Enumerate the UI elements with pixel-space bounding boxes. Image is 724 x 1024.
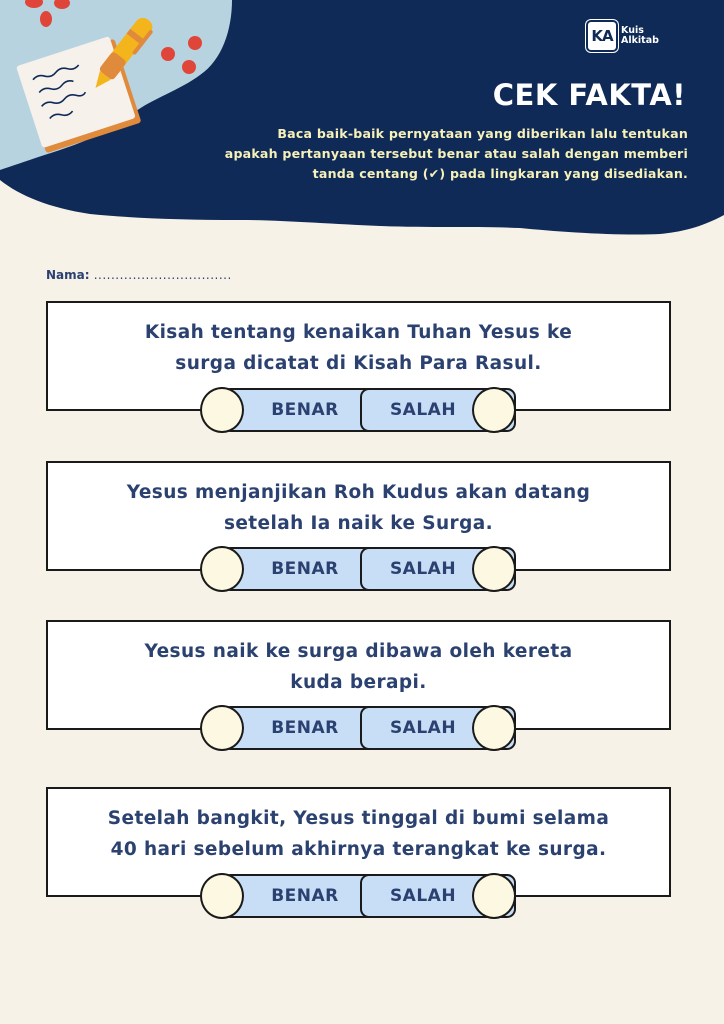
true-checkbox-circle[interactable]: [200, 387, 244, 433]
false-option[interactable]: SALAH: [360, 874, 516, 918]
false-checkbox-circle[interactable]: [472, 546, 516, 592]
instructions-line: tanda centang (✔) pada lingkaran yang disediakan.: [312, 166, 688, 181]
answer-choices-1: [200, 388, 518, 434]
answer-choices-4: [200, 874, 518, 920]
instructions-line: apakah pertanyaan tersebut benar atau salah dengan memberi: [224, 146, 688, 161]
question-line: setelah Ia naik ke Surga.: [223, 513, 494, 534]
true-checkbox-circle[interactable]: [200, 546, 244, 592]
false-option[interactable]: SALAH: [360, 706, 516, 750]
question-line: Yesus menjanjikan Roh Kudus akan datang: [126, 482, 591, 503]
instructions: [168, 124, 688, 184]
logo-text-line2: Alkitab: [621, 35, 659, 46]
true-option[interactable]: BENAR: [222, 874, 378, 918]
logo-text: [621, 26, 659, 46]
question-text: [48, 477, 669, 539]
false-option[interactable]: SALAH: [360, 547, 516, 591]
question-line: 40 hari sebelum akhirnya terangkat ke surga.: [110, 839, 607, 860]
false-checkbox-circle[interactable]: [472, 873, 516, 919]
question-line: Yesus naik ke surga dibawa oleh kereta: [144, 641, 573, 662]
true-option[interactable]: BENAR: [222, 706, 378, 750]
true-checkbox-circle[interactable]: [200, 873, 244, 919]
true-option[interactable]: BENAR: [222, 547, 378, 591]
question-line: Kisah tentang kenaikan Tuhan Yesus ke: [144, 322, 573, 343]
false-checkbox-circle[interactable]: [472, 705, 516, 751]
name-blank-line[interactable]: ................................: [93, 268, 232, 282]
kuis-alkitab-logo: [588, 22, 659, 50]
question-line: Setelah bangkit, Yesus tinggal di bumi selama: [107, 808, 610, 829]
logo-text-line1: Kuis: [621, 25, 644, 36]
question-text: [48, 636, 669, 698]
true-checkbox-circle[interactable]: [200, 705, 244, 751]
name-label: Nama:: [46, 268, 90, 282]
question-line: surga dicatat di Kisah Para Rasul.: [175, 353, 542, 374]
false-checkbox-circle[interactable]: [472, 387, 516, 433]
false-option[interactable]: SALAH: [360, 388, 516, 432]
logo-badge: KA: [588, 22, 616, 50]
answer-choices-2: [200, 547, 518, 593]
instructions-line: Baca baik-baik pernyataan yang diberikan lalu tentukan: [277, 126, 688, 141]
true-option[interactable]: BENAR: [222, 388, 378, 432]
page-title: CEK FAKTA!: [492, 78, 686, 112]
answer-choices-3: [200, 706, 518, 752]
question-line: kuda berapi.: [290, 672, 427, 693]
name-field[interactable]: [46, 268, 232, 282]
question-text: [48, 803, 669, 865]
question-text: [48, 317, 669, 379]
